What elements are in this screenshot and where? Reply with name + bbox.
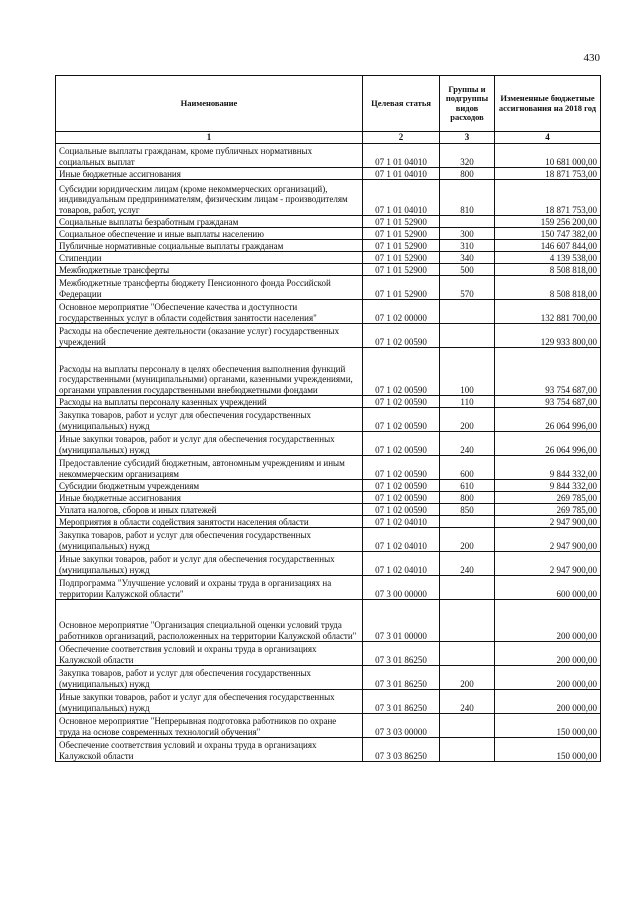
row-target-article-cell: 07 1 02 00590 bbox=[363, 396, 440, 408]
table-row bbox=[56, 492, 601, 504]
table-row bbox=[56, 480, 601, 492]
row-amount-cell: 200 000,00 bbox=[495, 690, 601, 714]
row-target-article-cell: 07 3 00 00000 bbox=[363, 576, 440, 600]
row-name-cell: Уплата налогов, сборов и иных платежей bbox=[56, 504, 363, 516]
row-target-article-cell: 07 1 02 00590 bbox=[363, 324, 440, 348]
row-target-article-cell: 07 1 01 52900 bbox=[363, 228, 440, 240]
row-expense-group-cell: 570 bbox=[440, 276, 495, 300]
row-name-cell: Подпрограмма "Улучшение условий и охраны труда в организациях на территории Калужской области" bbox=[56, 576, 363, 600]
row-expense-group-cell: 810 bbox=[440, 180, 495, 216]
row-name-cell: Закупка товаров, работ и услуг для обеспечения государственных (муниципальных) нужд bbox=[56, 528, 363, 552]
header-name: Наименование bbox=[56, 76, 363, 132]
row-expense-group-cell bbox=[440, 738, 495, 762]
row-amount-cell: 269 785,00 bbox=[495, 504, 601, 516]
row-name-cell: Стипендии bbox=[56, 252, 363, 264]
row-target-article-cell: 07 1 02 00590 bbox=[363, 480, 440, 492]
table-row bbox=[56, 456, 601, 480]
table-row bbox=[56, 714, 601, 738]
row-amount-cell: 9 844 332,00 bbox=[495, 456, 601, 480]
row-name-cell: Обеспечение соответствия условий и охраны труда в организациях Калужской области bbox=[56, 738, 363, 762]
row-expense-group-cell bbox=[440, 600, 495, 642]
row-name-cell: Иные закупки товаров, работ и услуг для обеспечения государственных (муниципальных) нужд bbox=[56, 690, 363, 714]
table-row bbox=[56, 180, 601, 216]
row-amount-cell: 2 947 900,00 bbox=[495, 528, 601, 552]
header-amount: Измененные бюджетные ассигнования на 2018 год bbox=[495, 76, 601, 132]
row-expense-group-cell: 240 bbox=[440, 690, 495, 714]
row-amount-cell: 150 000,00 bbox=[495, 714, 601, 738]
row-target-article-cell: 07 1 01 04010 bbox=[363, 144, 440, 168]
row-name-cell: Социальные выплаты безработным гражданам bbox=[56, 216, 363, 228]
row-target-article-cell: 07 1 02 00590 bbox=[363, 432, 440, 456]
row-expense-group-cell: 100 bbox=[440, 348, 495, 396]
table-row bbox=[56, 396, 601, 408]
row-amount-cell: 2 947 900,00 bbox=[495, 552, 601, 576]
table-header-row bbox=[56, 76, 601, 132]
row-name-cell: Межбюджетные трансферты bbox=[56, 264, 363, 276]
header-expense-groups: Группы и подгруппы видов расходов bbox=[440, 76, 495, 132]
row-expense-group-cell: 850 bbox=[440, 504, 495, 516]
row-expense-group-cell: 200 bbox=[440, 408, 495, 432]
row-name-cell: Расходы на выплаты персоналу казенных учреждений bbox=[56, 396, 363, 408]
row-name-cell: Обеспечение соответствия условий и охраны труда в организациях Калужской области bbox=[56, 642, 363, 666]
table-row bbox=[56, 642, 601, 666]
row-amount-cell: 10 681 000,00 bbox=[495, 144, 601, 168]
table-row bbox=[56, 516, 601, 528]
table-row bbox=[56, 738, 601, 762]
row-name-cell: Закупка товаров, работ и услуг для обеспечения государственных (муниципальных) нужд bbox=[56, 408, 363, 432]
row-name-cell: Мероприятия в области содействия занятости населения области bbox=[56, 516, 363, 528]
table-row bbox=[56, 576, 601, 600]
row-name-cell: Публичные нормативные социальные выплаты гражданам bbox=[56, 240, 363, 252]
row-amount-cell: 600 000,00 bbox=[495, 576, 601, 600]
row-expense-group-cell: 500 bbox=[440, 264, 495, 276]
table-row bbox=[56, 240, 601, 252]
row-target-article-cell: 07 1 01 04010 bbox=[363, 180, 440, 216]
row-amount-cell: 4 139 538,00 bbox=[495, 252, 601, 264]
row-name-cell: Социальные выплаты гражданам, кроме публичных нормативных социальных выплат bbox=[56, 144, 363, 168]
row-expense-group-cell: 200 bbox=[440, 666, 495, 690]
row-expense-group-cell bbox=[440, 516, 495, 528]
table-row bbox=[56, 300, 601, 324]
row-target-article-cell: 07 3 01 86250 bbox=[363, 666, 440, 690]
table-row bbox=[56, 528, 601, 552]
row-target-article-cell: 07 1 02 04010 bbox=[363, 516, 440, 528]
row-amount-cell: 93 754 687,00 bbox=[495, 396, 601, 408]
row-amount-cell: 200 000,00 bbox=[495, 642, 601, 666]
row-expense-group-cell: 110 bbox=[440, 396, 495, 408]
row-expense-group-cell bbox=[440, 324, 495, 348]
table-row bbox=[56, 666, 601, 690]
table-row bbox=[56, 228, 601, 240]
row-expense-group-cell bbox=[440, 216, 495, 228]
row-target-article-cell: 07 1 01 52900 bbox=[363, 252, 440, 264]
row-amount-cell: 159 256 200,00 bbox=[495, 216, 601, 228]
table-row bbox=[56, 276, 601, 300]
table-row bbox=[56, 216, 601, 228]
row-name-cell: Закупка товаров, работ и услуг для обеспечения государственных (муниципальных) нужд bbox=[56, 666, 363, 690]
row-amount-cell: 200 000,00 bbox=[495, 666, 601, 690]
column-number: 4 bbox=[495, 132, 601, 144]
column-number-row bbox=[56, 132, 601, 144]
column-number: 2 bbox=[363, 132, 440, 144]
row-amount-cell: 2 947 900,00 bbox=[495, 516, 601, 528]
table-row bbox=[56, 600, 601, 642]
row-amount-cell: 150 747 382,00 bbox=[495, 228, 601, 240]
row-name-cell: Расходы на обеспечение деятельности (оказание услуг) государственных учреждений bbox=[56, 324, 363, 348]
row-target-article-cell: 07 3 03 86250 bbox=[363, 738, 440, 762]
budget-table bbox=[55, 75, 601, 762]
row-amount-cell: 18 871 753,00 bbox=[495, 180, 601, 216]
row-target-article-cell: 07 3 01 86250 bbox=[363, 642, 440, 666]
row-amount-cell: 8 508 818,00 bbox=[495, 276, 601, 300]
row-amount-cell: 18 871 753,00 bbox=[495, 168, 601, 180]
row-name-cell: Расходы на выплаты персоналу в целях обеспечения выполнения функций государственными (муниципальными) органами, казенными учреждениями, органами управления государственными внебюджетными фондами bbox=[56, 348, 363, 396]
table-row bbox=[56, 264, 601, 276]
row-amount-cell: 200 000,00 bbox=[495, 600, 601, 642]
row-target-article-cell: 07 1 01 52900 bbox=[363, 240, 440, 252]
row-target-article-cell: 07 3 01 00000 bbox=[363, 600, 440, 642]
row-target-article-cell: 07 1 01 52900 bbox=[363, 264, 440, 276]
row-expense-group-cell: 340 bbox=[440, 252, 495, 264]
row-name-cell: Иные бюджетные ассигнования bbox=[56, 492, 363, 504]
row-expense-group-cell: 240 bbox=[440, 432, 495, 456]
row-name-cell: Основное мероприятие "Обеспечение качества и доступности государственных услуг в области содействия занятости населения" bbox=[56, 300, 363, 324]
row-target-article-cell: 07 1 02 04010 bbox=[363, 552, 440, 576]
row-amount-cell: 9 844 332,00 bbox=[495, 480, 601, 492]
row-name-cell: Иные закупки товаров, работ и услуг для обеспечения государственных (муниципальных) нужд bbox=[56, 432, 363, 456]
row-amount-cell: 129 933 800,00 bbox=[495, 324, 601, 348]
row-amount-cell: 26 064 996,00 bbox=[495, 432, 601, 456]
row-expense-group-cell: 600 bbox=[440, 456, 495, 480]
table-row bbox=[56, 324, 601, 348]
row-target-article-cell: 07 1 02 00590 bbox=[363, 348, 440, 396]
row-amount-cell: 150 000,00 bbox=[495, 738, 601, 762]
row-expense-group-cell bbox=[440, 642, 495, 666]
row-target-article-cell: 07 1 02 00590 bbox=[363, 492, 440, 504]
row-expense-group-cell: 320 bbox=[440, 144, 495, 168]
column-number: 3 bbox=[440, 132, 495, 144]
row-amount-cell: 8 508 818,00 bbox=[495, 264, 601, 276]
row-expense-group-cell: 200 bbox=[440, 528, 495, 552]
row-name-cell: Основное мероприятие "Организация специальной оценки условий труда работников организаций, расположенных на территории Калужской области" bbox=[56, 600, 363, 642]
row-name-cell: Иные закупки товаров, работ и услуг для обеспечения государственных (муниципальных) нужд bbox=[56, 552, 363, 576]
row-expense-group-cell bbox=[440, 714, 495, 738]
row-expense-group-cell: 310 bbox=[440, 240, 495, 252]
row-expense-group-cell: 240 bbox=[440, 552, 495, 576]
row-name-cell: Межбюджетные трансферты бюджету Пенсионного фонда Российской Федерации bbox=[56, 276, 363, 300]
row-target-article-cell: 07 1 02 00590 bbox=[363, 456, 440, 480]
row-target-article-cell: 07 1 02 00590 bbox=[363, 408, 440, 432]
table-row bbox=[56, 432, 601, 456]
row-target-article-cell: 07 1 02 04010 bbox=[363, 528, 440, 552]
table-row bbox=[56, 168, 601, 180]
row-amount-cell: 132 881 700,00 bbox=[495, 300, 601, 324]
row-name-cell: Субсидии юридическим лицам (кроме некоммерческих организаций), индивидуальным предпринимателям, физическим лицам - производителям товаров, работ, услуг bbox=[56, 180, 363, 216]
page-number: 430 bbox=[583, 52, 600, 64]
row-name-cell: Социальное обеспечение и иные выплаты населению bbox=[56, 228, 363, 240]
row-amount-cell: 26 064 996,00 bbox=[495, 408, 601, 432]
row-target-article-cell: 07 1 02 00000 bbox=[363, 300, 440, 324]
row-expense-group-cell bbox=[440, 576, 495, 600]
row-amount-cell: 146 607 844,00 bbox=[495, 240, 601, 252]
row-amount-cell: 93 754 687,00 bbox=[495, 348, 601, 396]
row-target-article-cell: 07 1 01 52900 bbox=[363, 276, 440, 300]
row-amount-cell: 269 785,00 bbox=[495, 492, 601, 504]
row-name-cell: Иные бюджетные ассигнования bbox=[56, 168, 363, 180]
header-target-article: Целевая статья bbox=[363, 76, 440, 132]
row-name-cell: Субсидии бюджетным учреждениям bbox=[56, 480, 363, 492]
table-row bbox=[56, 504, 601, 516]
row-target-article-cell: 07 3 03 00000 bbox=[363, 714, 440, 738]
table-row bbox=[56, 690, 601, 714]
table-row bbox=[56, 144, 601, 168]
table-row bbox=[56, 552, 601, 576]
column-number: 1 bbox=[56, 132, 363, 144]
row-name-cell: Предоставление субсидий бюджетным, автономным учреждениям и иным некоммерческим организациям bbox=[56, 456, 363, 480]
row-target-article-cell: 07 3 01 86250 bbox=[363, 690, 440, 714]
row-target-article-cell: 07 1 01 52900 bbox=[363, 216, 440, 228]
row-name-cell: Основное мероприятие "Непрерывная подготовка работников по охране труда на основе современных технологий обучения" bbox=[56, 714, 363, 738]
table-row bbox=[56, 348, 601, 396]
table-body bbox=[56, 144, 601, 762]
row-expense-group-cell: 800 bbox=[440, 168, 495, 180]
row-expense-group-cell: 610 bbox=[440, 480, 495, 492]
row-expense-group-cell: 800 bbox=[440, 492, 495, 504]
row-target-article-cell: 07 1 01 04010 bbox=[363, 168, 440, 180]
table-row bbox=[56, 408, 601, 432]
table-row bbox=[56, 252, 601, 264]
row-expense-group-cell bbox=[440, 300, 495, 324]
row-target-article-cell: 07 1 02 00590 bbox=[363, 504, 440, 516]
row-expense-group-cell: 300 bbox=[440, 228, 495, 240]
